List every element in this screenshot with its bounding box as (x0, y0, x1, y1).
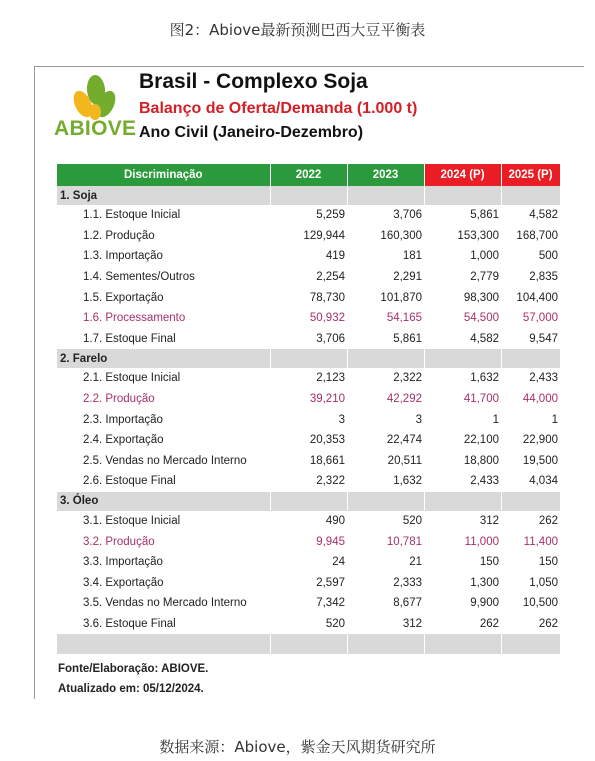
value-cell: 18,661 (309, 454, 345, 467)
value-cell: 153,300 (457, 229, 499, 242)
value-cell: 57,000 (522, 312, 558, 325)
column-header: Discriminação (57, 164, 270, 186)
value-cell: 1,000 (470, 250, 499, 263)
row-label: 1.7. Estoque Final (83, 332, 176, 345)
value-cell: 2,123 (316, 372, 345, 385)
value-cell: 20,353 (309, 434, 345, 447)
section-cell (347, 349, 424, 368)
value-cell: 41,700 (463, 393, 499, 406)
value-cell: 520 (325, 617, 345, 630)
row-label: 1.3. Importação (83, 250, 163, 263)
table-row (57, 226, 560, 247)
row-label: 1.2. Produção (83, 229, 155, 242)
value-cell: 181 (402, 250, 422, 263)
section-cell (501, 186, 560, 205)
table-row (57, 409, 560, 430)
value-cell: 5,259 (316, 209, 345, 222)
row-label: 2.2. Produção (83, 393, 155, 406)
row-label: 3.3. Importação (83, 556, 163, 569)
value-cell: 78,730 (309, 291, 345, 304)
value-cell: 2,433 (529, 372, 558, 385)
value-cell: 42,292 (386, 393, 422, 406)
value-cell: 4,582 (529, 209, 558, 222)
section-cell (270, 186, 347, 205)
table-row (57, 552, 560, 573)
value-cell: 1,632 (393, 475, 422, 488)
figure-caption-top: 图2：Abiove最新预测巴西大豆平衡表 (169, 21, 426, 39)
value-cell: 2,322 (393, 372, 422, 385)
value-cell: 22,100 (463, 434, 499, 447)
value-cell: 160,300 (380, 229, 422, 242)
value-cell: 5,861 (470, 209, 499, 222)
value-cell: 24 (332, 556, 345, 569)
value-cell: 520 (402, 515, 422, 528)
value-cell: 9,547 (529, 332, 558, 345)
value-cell: 2,779 (470, 271, 499, 284)
section-cell (501, 349, 560, 368)
column-header: 2022 (270, 164, 347, 186)
value-cell: 11,000 (464, 535, 499, 548)
value-cell: 2,433 (470, 475, 499, 488)
value-cell: 2,291 (393, 271, 422, 284)
value-cell: 150 (538, 556, 558, 569)
table-row (57, 511, 560, 532)
row-label: 2.5. Vendas no Mercado Interno (83, 454, 247, 467)
value-cell: 150 (479, 556, 499, 569)
row-label: 3.4. Exportação (83, 576, 164, 589)
column-header: 2025 (P) (501, 164, 560, 186)
row-label: 1.4. Sementes/Outros (83, 271, 195, 284)
value-cell: 2,254 (316, 271, 345, 284)
value-cell: 22,474 (386, 434, 422, 447)
value-cell: 11,400 (523, 535, 558, 548)
table-row (57, 287, 560, 308)
value-cell: 2,597 (316, 576, 345, 589)
table-footer-row (57, 634, 560, 654)
value-cell: 2,333 (393, 576, 422, 589)
logo-wordmark: ABIOVE (54, 117, 137, 140)
value-cell: 262 (538, 617, 558, 630)
table-row (57, 368, 560, 389)
value-cell: 2,835 (529, 271, 558, 284)
section-cell (270, 492, 347, 511)
section-row (57, 492, 560, 511)
section-cell (501, 492, 560, 511)
value-cell: 3,706 (316, 332, 345, 345)
value-cell: 19,500 (522, 454, 558, 467)
section-cell (424, 349, 501, 368)
table-row (57, 471, 560, 492)
section-cell (347, 186, 424, 205)
footer-cell (347, 634, 424, 654)
value-cell: 54,165 (386, 312, 422, 325)
value-cell: 3 (338, 413, 345, 426)
value-cell: 10,500 (522, 597, 558, 610)
section-name: 2. Farelo (57, 349, 270, 368)
value-cell: 9,900 (470, 597, 499, 610)
value-cell: 9,945 (316, 535, 345, 548)
table-row (57, 246, 560, 267)
row-label: 2.6. Estoque Final (83, 475, 176, 488)
footer-cell (424, 634, 501, 654)
value-cell: 4,582 (470, 332, 499, 345)
table-row (57, 614, 560, 635)
value-cell: 54,500 (463, 312, 499, 325)
table-row (57, 573, 560, 594)
table-row (57, 389, 560, 410)
value-cell: 4,034 (529, 475, 558, 488)
value-cell: 1,632 (470, 372, 499, 385)
balance-table (57, 164, 561, 654)
table-row (57, 430, 560, 451)
row-label: 3.1. Estoque Inicial (83, 515, 181, 528)
value-cell: 168,700 (516, 229, 558, 242)
value-cell: 5,861 (393, 332, 422, 345)
value-cell: 500 (538, 250, 558, 263)
value-cell: 262 (479, 617, 499, 630)
value-cell: 50,932 (309, 312, 345, 325)
value-cell: 98,300 (463, 291, 499, 304)
value-cell: 21 (409, 556, 422, 569)
row-label: 1.5. Exportação (83, 291, 164, 304)
table-row (57, 593, 560, 614)
value-cell: 312 (402, 617, 422, 630)
value-cell: 1,050 (529, 576, 558, 589)
value-cell: 7,342 (316, 597, 345, 610)
value-cell: 3 (415, 413, 422, 426)
value-cell: 3,706 (393, 209, 422, 222)
row-label: 1.1. Estoque Inicial (83, 209, 181, 222)
row-label: 2.4. Exportação (83, 434, 164, 447)
table-header-row (57, 164, 560, 186)
value-cell: 22,900 (522, 434, 558, 447)
section-cell (424, 186, 501, 205)
footer-cell (270, 634, 347, 654)
value-cell: 18,800 (463, 454, 499, 467)
value-cell: 129,944 (303, 229, 345, 242)
value-cell: 2,322 (316, 475, 345, 488)
value-cell: 1 (551, 413, 558, 426)
section-cell (347, 492, 424, 511)
section-row (57, 349, 560, 368)
value-cell: 20,511 (387, 454, 422, 467)
source-note: Fonte/Elaboração: ABIOVE. (58, 663, 209, 675)
value-cell: 490 (325, 515, 345, 528)
footer-cell (501, 634, 560, 654)
updated-note: Atualizado em: 05/12/2024. (58, 683, 204, 695)
value-cell: 1 (492, 413, 499, 426)
row-label: 2.3. Importação (83, 413, 163, 426)
value-cell: 419 (325, 250, 345, 263)
column-header: 2024 (P) (424, 164, 501, 186)
table-row (57, 267, 560, 288)
value-cell: 8,677 (393, 597, 422, 610)
row-label: 2.1. Estoque Inicial (83, 372, 181, 385)
footer-cell (57, 634, 270, 654)
value-cell: 262 (538, 515, 558, 528)
value-cell: 312 (479, 515, 499, 528)
table-row (57, 205, 560, 226)
value-cell: 44,000 (522, 393, 558, 406)
section-cell (424, 492, 501, 511)
table-row (57, 329, 560, 350)
report-title: Brasil - Complexo Soja (139, 70, 368, 93)
table-row (57, 531, 560, 552)
value-cell: 101,870 (380, 291, 422, 304)
table-row (57, 308, 560, 329)
value-cell: 104,400 (516, 291, 558, 304)
report-period: Ano Civil (Janeiro-Dezembro) (139, 124, 364, 141)
row-label: 3.6. Estoque Final (83, 617, 176, 630)
column-header: 2023 (347, 164, 424, 186)
report-subtitle: Balanço de Oferta/Demanda (1.000 t) (139, 100, 418, 117)
row-label: 3.2. Produção (83, 535, 155, 548)
value-cell: 39,210 (309, 393, 345, 406)
table-row (57, 451, 560, 472)
value-cell: 10,781 (386, 535, 422, 548)
section-name: 3. Óleo (57, 492, 270, 511)
row-label: 1.6. Processamento (83, 312, 186, 325)
figure-caption-bottom: 数据来源：Abiove，紫金天风期货研究所 (159, 738, 436, 756)
value-cell: 1,300 (470, 576, 499, 589)
section-name: 1. Soja (57, 186, 270, 205)
row-label: 3.5. Vendas no Mercado Interno (83, 597, 247, 610)
section-cell (270, 349, 347, 368)
section-row (57, 186, 560, 205)
